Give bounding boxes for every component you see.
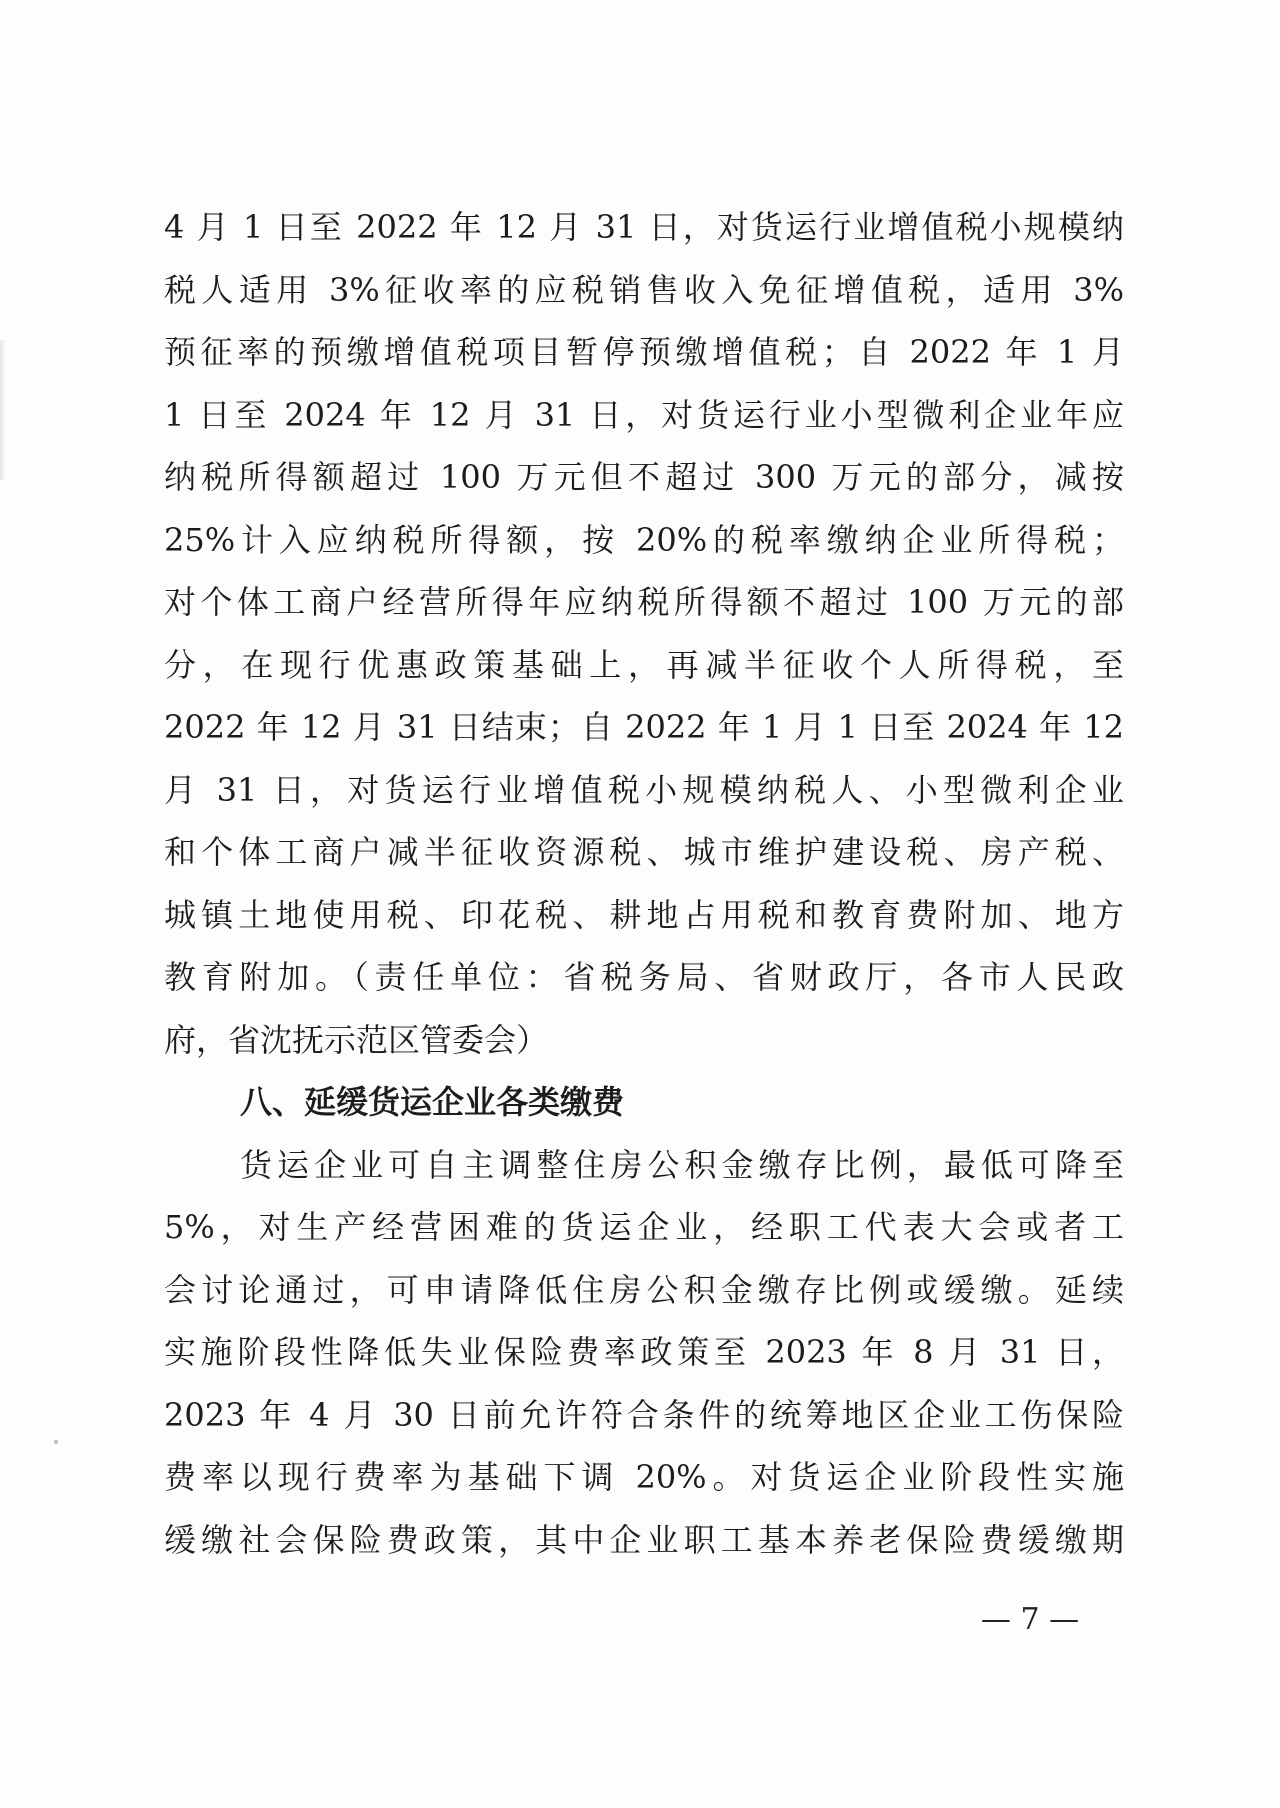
body-line: 府，省沈抚示范区管委会） bbox=[164, 1020, 549, 1059]
body-line: 费率以现行费率为基础下调 20%。对货运企业阶段性实施 bbox=[164, 1458, 1124, 1496]
document-body bbox=[164, 196, 1124, 1571]
body-line: 1 日至 2024 年 12 月 31 日，对货运行业小型微利企业年应 bbox=[164, 395, 1124, 434]
body-line: 纳税所得额超过 100 万元但不超过 300 万元的部分，减按 bbox=[164, 458, 1124, 496]
body-line: 货运企业可自主调整住房公积金缴存比例，最低可降至 bbox=[240, 1145, 1124, 1184]
body-line: 会讨论通过，可申请降低住房公积金缴存比例或缓缴。延续 bbox=[164, 1270, 1124, 1309]
body-line: 5%，对生产经营困难的货运企业，经职工代表大会或者工 bbox=[164, 1208, 1124, 1246]
body-line: 2023 年 4 月 30 日前允许符合条件的统筹地区企业工伤保险 bbox=[164, 1395, 1124, 1434]
body-line: 税人适用 3%征收率的应税销售收入免征增值税，适用 3% bbox=[164, 270, 1124, 309]
body-line: 和个体工商户减半征收资源税、城市维护建设税、房产税、 bbox=[164, 833, 1124, 871]
body-line: 对个体工商户经营所得年应纳税所得额不超过 100 万元的部 bbox=[164, 583, 1124, 621]
body-line: 教育附加。（责任单位：省税务局、省财政厅，各市人民政 bbox=[164, 958, 1124, 996]
body-line: 25%计入应纳税所得额，按 20%的税率缴纳企业所得税； bbox=[164, 520, 1124, 559]
page-number: — 7 — bbox=[980, 1602, 1080, 1637]
scan-speck bbox=[54, 1440, 58, 1444]
body-line: 缓缴社会保险费政策，其中企业职工基本养老保险费缓缴期 bbox=[164, 1520, 1124, 1559]
scan-edge-shadow bbox=[0, 340, 6, 480]
body-line: 4 月 1 日至 2022 年 12 月 31 日，对货运行业增值税小规模纳 bbox=[164, 208, 1124, 246]
body-line: 实施阶段性降低失业保险费率政策至 2023 年 8 月 31 日， bbox=[164, 1333, 1124, 1371]
body-line: 预征率的预缴增值税项目暂停预缴增值税；自 2022 年 1 月 bbox=[164, 333, 1124, 371]
body-line: 城镇土地使用税、印花税、耕地占用税和教育费附加、地方 bbox=[164, 895, 1124, 934]
section-heading: 八、延缓货运企业各类缴费 bbox=[240, 1083, 625, 1121]
body-line: 月 31 日，对货运行业增值税小规模纳税人、小型微利企业 bbox=[164, 770, 1124, 809]
body-line: 分，在现行优惠政策基础上，再减半征收个人所得税，至 bbox=[164, 645, 1124, 684]
body-line: 2022 年 12 月 31 日结束；自 2022 年 1 月 1 日至 2024 年 12 bbox=[164, 708, 1124, 746]
